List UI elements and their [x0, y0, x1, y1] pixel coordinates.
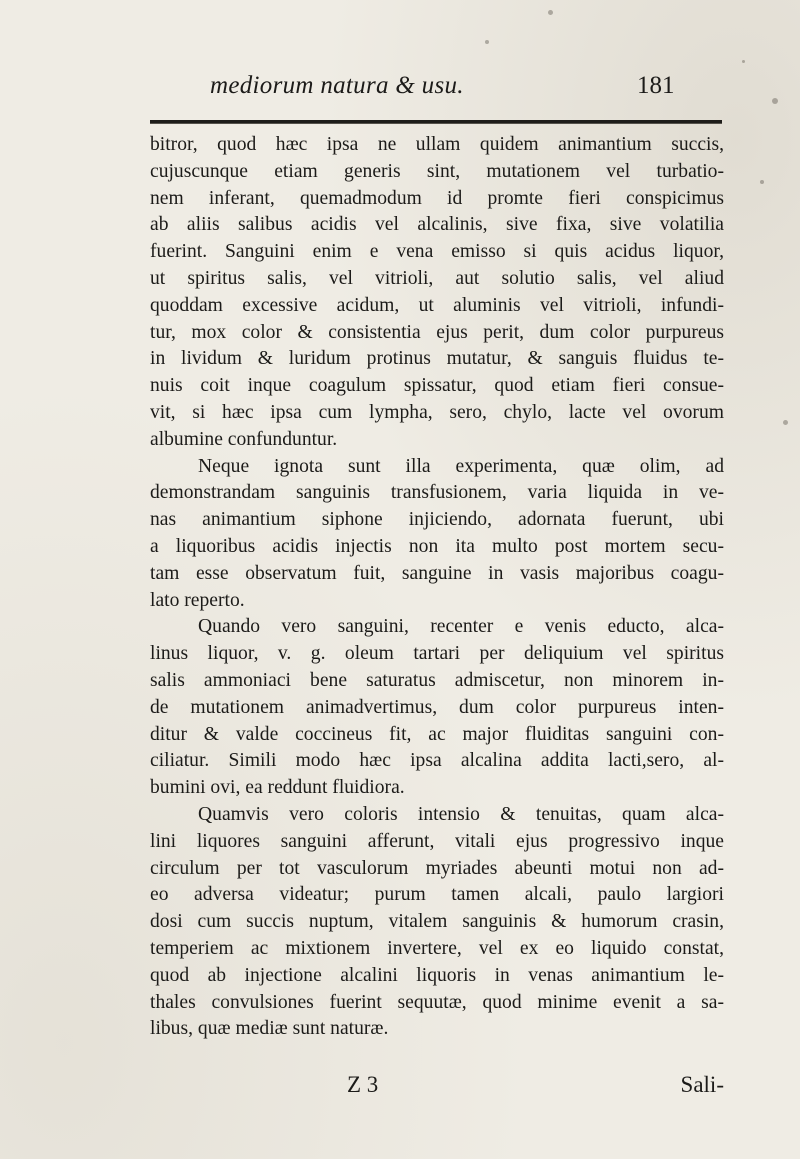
text-line: Quamvis vero coloris intensio & tenuitas, quam alca-: [198, 803, 724, 825]
text-line: ut spiritus salis, vel vitrioli, aut solutio salis, vel aliud: [150, 267, 724, 289]
page-header: [0, 72, 800, 112]
text-line: nas animantium siphone injiciendo, adornata fuerunt, ubi: [150, 509, 724, 531]
paper-speck: [742, 60, 745, 63]
paragraph: [150, 132, 724, 454]
body-text: [150, 132, 724, 1043]
text-line: quoddam excessive acidum, ut aluminis vel vitrioli, infundi-: [150, 294, 724, 316]
paper-speck: [783, 420, 788, 425]
text-line: bitror, quod hæc ipsa ne ullam quidem animantium succis,: [150, 134, 724, 155]
text-line: bumini ovi, ea reddunt fluidiora.: [150, 777, 405, 799]
paper-speck: [548, 10, 553, 15]
text-line: in lividum & luridum protinus mutatur, & sanguis fluidus te-: [150, 348, 724, 370]
text-line: albumine confunduntur.: [150, 428, 338, 450]
text-line: de mutationem animadvertimus, dum color purpureus inten-: [150, 696, 724, 718]
signature-mark: Z 3: [347, 1072, 379, 1097]
paragraph: [150, 454, 724, 615]
text-line: temperiem ac mixtionem invertere, vel ex eo liquido constat,: [150, 937, 724, 959]
text-line: fuerint. Sanguini enim e vena emisso si quis acidus liquor,: [150, 241, 724, 263]
text-line: tam esse observatum fuit, sanguine in vasis majoribus coagu-: [150, 562, 724, 584]
text-line: Quando vero sanguini, recenter e venis educto, alca-: [198, 616, 724, 638]
paper-speck: [760, 180, 764, 184]
text-line: cujuscunque etiam generis sint, mutationem vel turbatio-: [150, 160, 724, 182]
paper-speck: [772, 98, 778, 104]
text-line: ditur & valde coccineus fit, ac major fluiditas sanguini con-: [150, 723, 724, 745]
text-line: circulum per tot vasculorum myriades abeunti motui non ad-: [150, 857, 724, 879]
text-line: nem inferant, quemadmodum id promte fieri conspicimus: [150, 187, 724, 209]
text-line: dosi cum succis nuptum, vitalem sanguinis & humorum crasin,: [150, 911, 724, 933]
catchword: Sali-: [680, 1072, 724, 1097]
text-line: ciliatur. Simili modo hæc ipsa alcalina addita lacti,sero, al-: [150, 750, 724, 772]
text-line: ab aliis salibus acidis vel alcalinis, sive fixa, sive volatilia: [150, 214, 724, 236]
paragraph: [150, 614, 724, 802]
text-line: quod ab injectione alcalini liquoris in venas animantium le-: [150, 964, 724, 986]
running-head: mediorum natura & usu.: [210, 72, 464, 99]
text-line: linus liquor, v. g. oleum tartari per deliquium vel spiritus: [150, 643, 724, 665]
header-rule: [150, 120, 722, 124]
text-line: tur, mox color & consistentia ejus perit, dum color purpureus: [150, 321, 724, 343]
page-footer: [150, 1072, 724, 1102]
text-line: salis ammoniaci bene saturatus admiscetur, non minorem in-: [150, 669, 724, 691]
text-line: lini liquores sanguini afferunt, vitali ejus progressivo inque: [150, 830, 724, 852]
text-line: Neque ignota sunt illa experimenta, quæ olim, ad: [198, 455, 724, 477]
text-line: lato reperto.: [150, 589, 245, 611]
text-line: demonstrandam sanguinis transfusionem, varia liquida in ve-: [150, 482, 724, 504]
text-line: vit, si hæc ipsa cum lympha, sero, chylo, lacte vel ovorum: [150, 401, 724, 423]
page-number: 181: [637, 72, 675, 99]
text-line: eo adversa videatur; purum tamen alcali, paulo largiori: [150, 884, 724, 906]
text-line: nuis coit inque coagulum spissatur, quod etiam fieri consue-: [150, 375, 724, 397]
text-line: a liquoribus acidis injectis non ita multo post mortem secu-: [150, 535, 724, 557]
paper-speck: [485, 40, 489, 44]
text-line: libus, quæ mediæ sunt naturæ.: [150, 1018, 389, 1040]
paragraph: [150, 802, 724, 1043]
text-line: thales convulsiones fuerint sequutæ, quod minime evenit a sa-: [150, 991, 724, 1013]
